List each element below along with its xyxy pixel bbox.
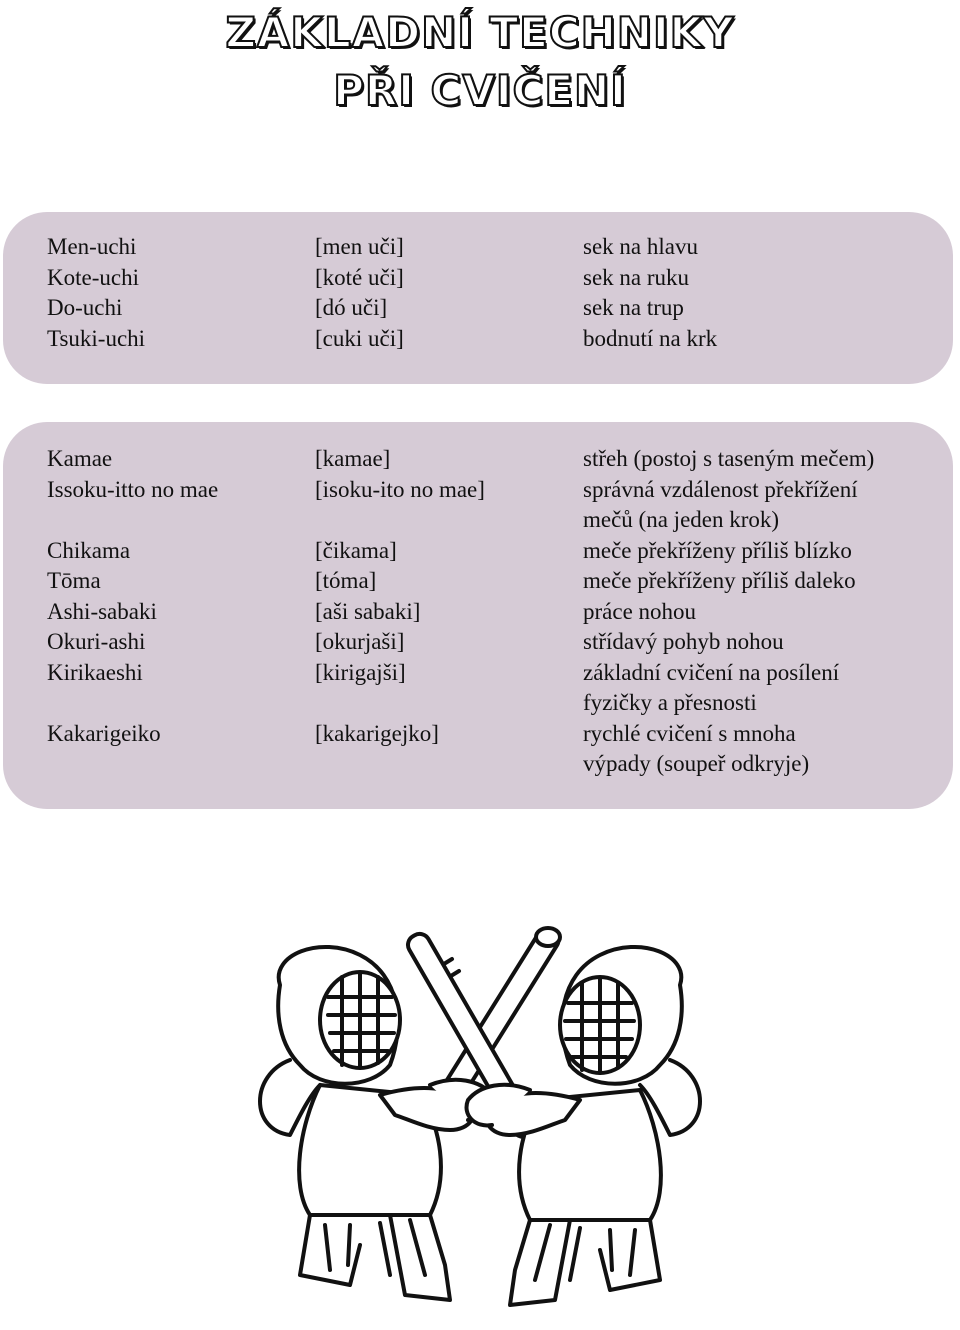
meaning-line: práce nohou (583, 598, 697, 624)
term-name: Tōma (47, 568, 101, 593)
term-name: Issoku-itto no mae (47, 476, 219, 502)
kendo-fighters-illustration (230, 915, 730, 1325)
term-name: Okuri-ashi (47, 629, 146, 654)
term-name: Ashi-sabaki (47, 598, 157, 624)
meaning-line: bodnutí na krk (583, 325, 718, 351)
meaning-line: sek na hlavu (583, 234, 698, 259)
meaning-line: správná vzdálenost překřížení (583, 476, 858, 502)
term-pronunciation: [kirigajši] (315, 659, 406, 685)
term-name: Tsuki-uchi (47, 325, 146, 351)
term-pronunciation: [isoku-ito no mae] (315, 476, 485, 502)
term-meaning (583, 324, 943, 355)
page-title (0, 4, 960, 120)
term-pronunciation: [čikama] (315, 537, 397, 563)
term-name: Kakarigeiko (47, 720, 161, 746)
term-meaning (583, 263, 943, 294)
term-meaning (583, 232, 943, 263)
term-pronunciation: [okurjaši] (315, 629, 405, 654)
meaning-line: sek na ruku (583, 264, 690, 290)
term-pronunciation: [kamae] (315, 446, 391, 471)
term-pronunciation: [dó uči] (315, 295, 388, 320)
meaning-line: meče překříženy příliš blízko (583, 537, 852, 563)
title-line-2: PŘI CVIČENÍ (333, 66, 627, 115)
strikes-panel (3, 212, 953, 384)
term-name: Kote-uchi (47, 264, 139, 290)
term-meaning (583, 293, 943, 324)
term-meaning (583, 719, 943, 780)
term-name: Kirikaeshi (47, 659, 143, 685)
term-meaning (583, 536, 943, 567)
term-name: Do-uchi (47, 295, 123, 320)
term-name: Chikama (47, 537, 131, 563)
term-pronunciation: [tóma] (315, 568, 377, 593)
title-line-1: ZÁKLADNÍ TECHNIKY (225, 8, 735, 57)
meaning-line: střeh (postoj s taseným mečem) (583, 446, 875, 471)
meaning-line: mečů (na jeden krok) (583, 507, 780, 532)
term-pronunciation: [cuki uči] (315, 325, 404, 351)
term-meaning (583, 597, 943, 628)
term-pronunciation: [koté uči] (315, 264, 404, 290)
techniques-panel (3, 422, 953, 809)
term-meaning (583, 475, 943, 536)
meaning-line: fyzičky a přesnosti (583, 690, 757, 715)
meaning-line: základní cvičení na posílení (583, 659, 840, 685)
term-name: Kamae (47, 446, 113, 471)
term-meaning (583, 566, 943, 597)
term-meaning (583, 658, 943, 719)
meaning-line: výpady (soupeř odkryje) (583, 751, 810, 776)
term-meaning (583, 627, 943, 658)
term-meaning (583, 444, 943, 475)
meaning-line: střídavý pohyb nohou (583, 629, 784, 654)
term-pronunciation: [kakarigejko] (315, 720, 439, 746)
meaning-line: rychlé cvičení s mnoha (583, 720, 796, 746)
term-pronunciation: [men uči] (315, 234, 404, 259)
meaning-line: sek na trup (583, 295, 684, 320)
term-pronunciation: [aši sabaki] (315, 598, 421, 624)
meaning-line: meče překříženy příliš daleko (583, 568, 856, 593)
term-name: Men-uchi (47, 234, 137, 259)
